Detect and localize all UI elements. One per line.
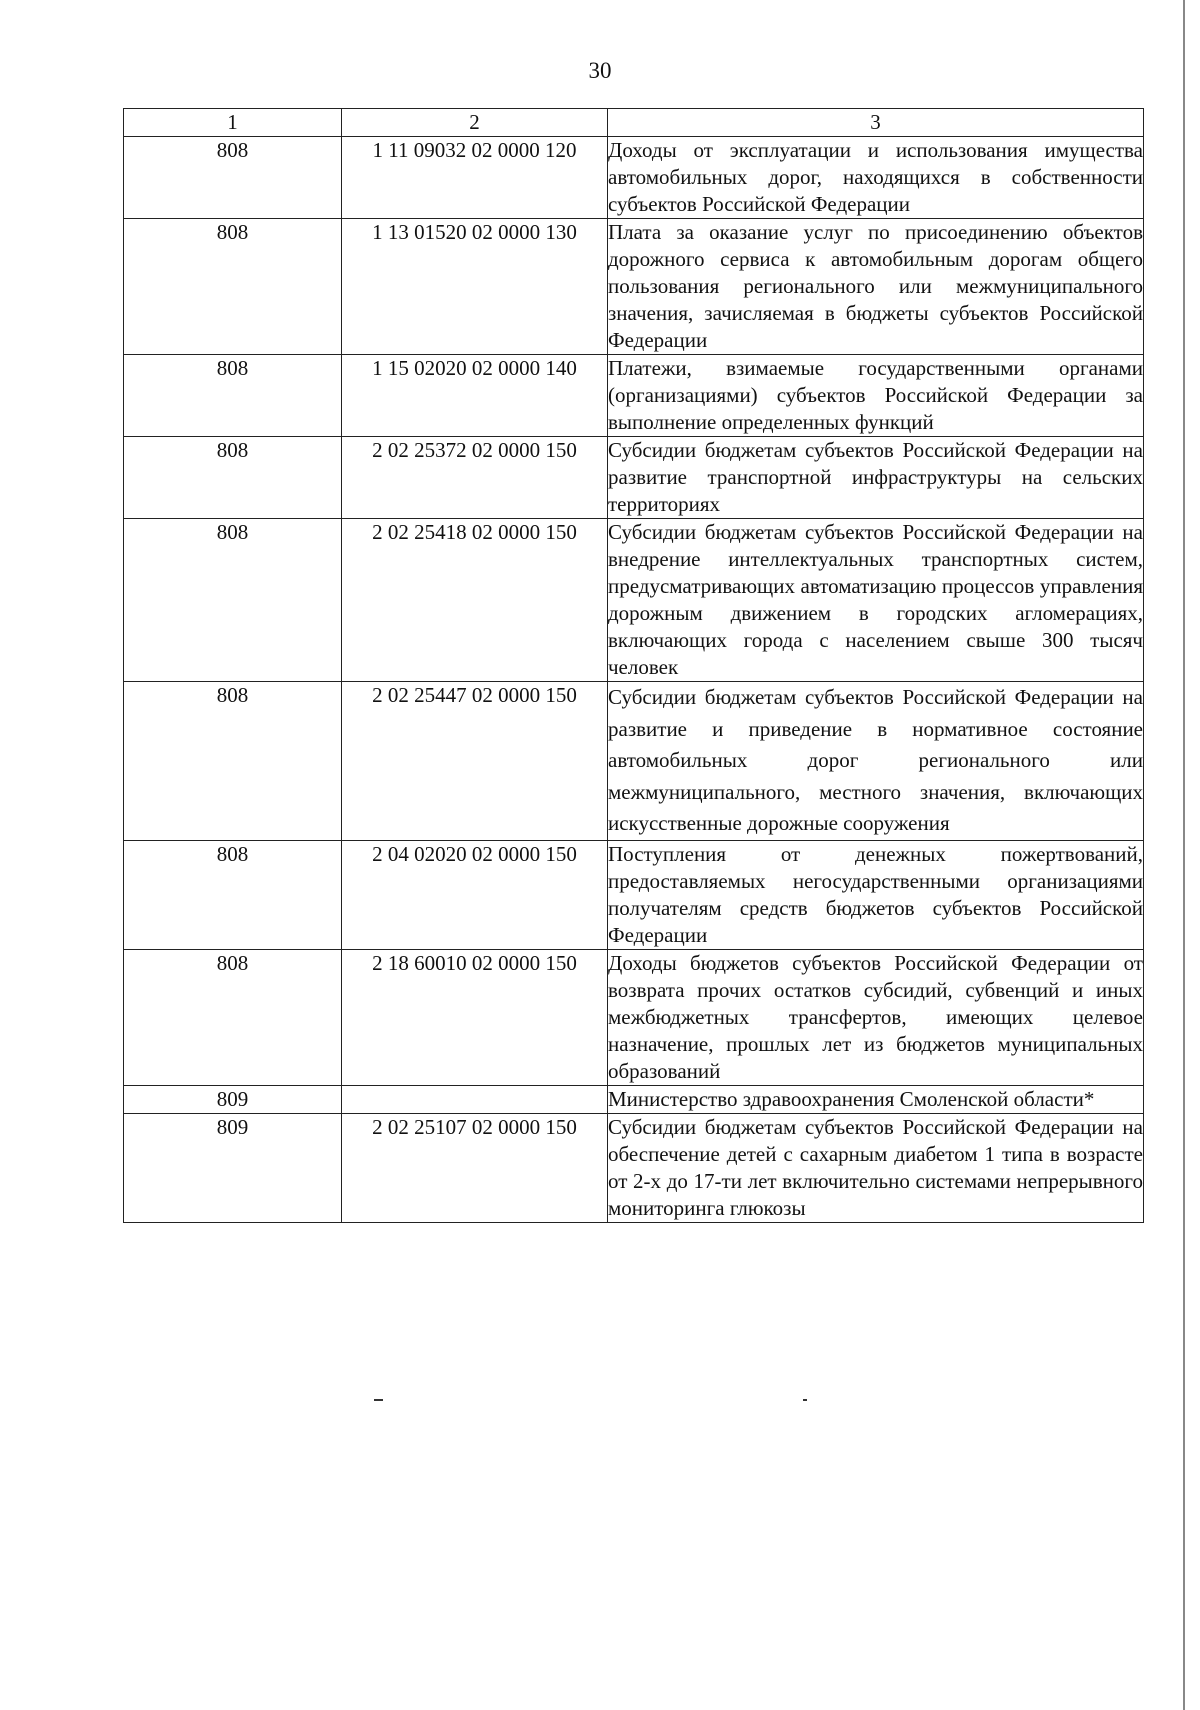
description-cell: Субсидии бюджетам субъектов Российской Федерации на обеспечение детей с сахарным диабетом 1 типа в возрасте от 2-х до 17-ти лет включительно системами непрерывного мониторинга глюкозы — [608, 1113, 1144, 1222]
admin-code-cell: 808 — [124, 682, 342, 841]
admin-code-cell: 808 — [124, 949, 342, 1085]
table-row — [124, 137, 1144, 219]
admin-code-cell: 808 — [124, 219, 342, 355]
table-row — [124, 1113, 1144, 1222]
revenue-table — [123, 108, 1144, 1223]
budget-code-cell: 2 04 02020 02 0000 150 — [342, 840, 608, 949]
admin-code-cell: 808 — [124, 519, 342, 682]
budget-code-cell: 2 02 25418 02 0000 150 — [342, 519, 608, 682]
description-cell: Субсидии бюджетам субъектов Российской Федерации на внедрение интеллектуальных транспортных систем, предусматривающих автоматизацию процессов управления дорожным движением в городских агломерациях, включающих города с населением свыше 300 тысяч человек — [608, 519, 1144, 682]
table-row — [124, 949, 1144, 1085]
column-header-1: 1 — [124, 109, 342, 137]
description-cell: Субсидии бюджетам субъектов Российской Федерации на развитие и приведение в нормативное состояние автомобильных дорог регионального или межмуниципального, местного значения, включающих искусственные дорожные сооружения — [608, 682, 1144, 841]
admin-code-cell: 808 — [124, 355, 342, 437]
table-row — [124, 682, 1144, 841]
description-cell: Министерство здравоохранения Смоленской области* — [608, 1085, 1144, 1113]
table-row — [124, 219, 1144, 355]
budget-code-cell — [342, 1085, 608, 1113]
scan-edge — [1183, 0, 1185, 1710]
admin-code-cell: 809 — [124, 1113, 342, 1222]
budget-code-cell: 1 11 09032 02 0000 120 — [342, 137, 608, 219]
table-row — [124, 1085, 1144, 1113]
table-row — [124, 519, 1144, 682]
column-header-2: 2 — [342, 109, 608, 137]
admin-code-cell: 808 — [124, 437, 342, 519]
description-cell: Плата за оказание услуг по присоединению объектов дорожного сервиса к автомобильным дорогам общего пользования регионального или межмуниципального значения, зачисляемая в бюджеты субъектов Российской Федерации — [608, 219, 1144, 355]
admin-code-cell: 808 — [124, 840, 342, 949]
budget-code-cell: 2 02 25372 02 0000 150 — [342, 437, 608, 519]
scan-artifact — [374, 1399, 383, 1401]
table-row — [124, 355, 1144, 437]
page-number: 30 — [588, 58, 612, 83]
admin-code-cell: 808 — [124, 137, 342, 219]
description-cell: Доходы бюджетов субъектов Российской Федерации от возврата прочих остатков субсидий, субвенций и иных межбюджетных трансфертов, имеющих целевое назначение, прошлых лет из бюджетов муниципальных образований — [608, 949, 1144, 1085]
scan-artifact — [803, 1399, 807, 1401]
description-cell: Доходы от эксплуатации и использования имущества автомобильных дорог, находящихся в собственности субъектов Российской Федерации — [608, 137, 1144, 219]
table-row — [124, 437, 1144, 519]
table-row — [124, 840, 1144, 949]
budget-code-cell: 1 13 01520 02 0000 130 — [342, 219, 608, 355]
column-header-3: 3 — [608, 109, 1144, 137]
budget-code-cell: 2 18 60010 02 0000 150 — [342, 949, 608, 1085]
description-cell: Субсидии бюджетам субъектов Российской Федерации на развитие транспортной инфраструктуры на сельских территориях — [608, 437, 1144, 519]
budget-code-cell: 2 02 25447 02 0000 150 — [342, 682, 608, 841]
table-header-row — [124, 109, 1144, 137]
description-cell: Платежи, взимаемые государственными органами (организациями) субъектов Российской Федерации за выполнение определенных функций — [608, 355, 1144, 437]
budget-code-cell: 2 02 25107 02 0000 150 — [342, 1113, 608, 1222]
admin-code-cell: 809 — [124, 1085, 342, 1113]
budget-code-cell: 1 15 02020 02 0000 140 — [342, 355, 608, 437]
description-cell: Поступления от денежных пожертвований, предоставляемых негосударственными организациями получателям средств бюджетов субъектов Российской Федерации — [608, 840, 1144, 949]
